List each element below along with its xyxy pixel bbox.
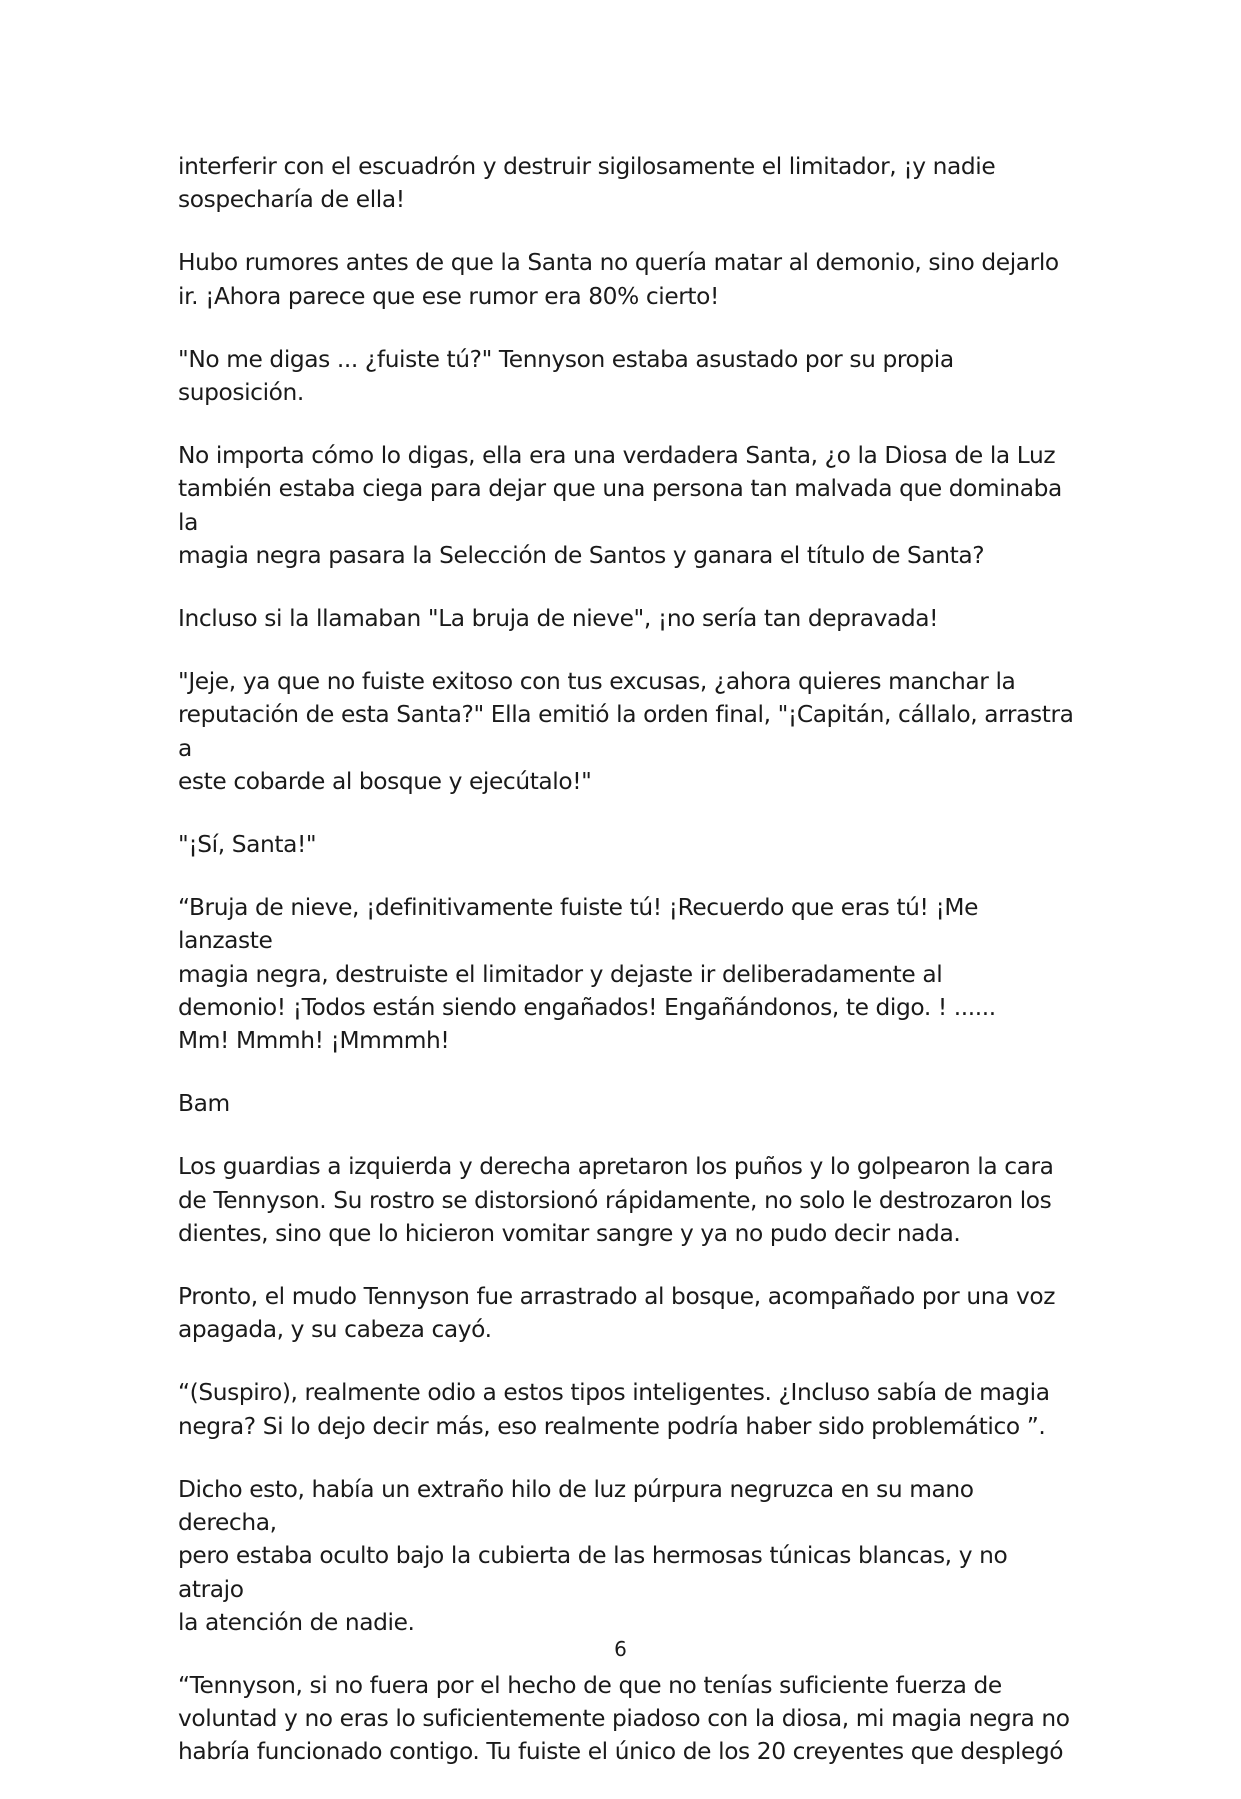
paragraph: Pronto, el mudo Tennyson fue arrastrado al bosque, acompañado por una voz apagada, y su cabeza cayó. [178,1283,1056,1344]
page-body [178,150,1078,1799]
paragraph: Incluso si la llamaban "La bruja de nieve", ¡no sería tan depravada! [178,605,939,633]
paragraph: "Jeje, ya que no fuiste exitoso con tus excusas, ¿ahora quieres manchar la reputación de esta Santa?" Ella emitió la orden final, "¡Capitán, cállalo, arrastra a este cobarde al bosque y ejecútalo!" [178,668,1074,795]
paragraph: Dicho esto, había un extraño hilo de luz púrpura negruzca en su mano derecha, pero estaba oculto bajo la cubierta de las hermosas túnicas blancas, y no atrajo la atención de nadie. [178,1475,1008,1636]
paragraph: interferir con el escuadrón y destruir sigilosamente el limitador, ¡y nadie sospecharía de ella! [178,153,996,214]
paragraph: “Bruja de nieve, ¡definitivamente fuiste tú! ¡Recuerdo que eras tú! ¡Me lanzaste magia negra, destruiste el limitador y dejaste ir deliberadamente al demonio! ¡Todos están siendo engañados! Engañándonos, te digo. ! ...... Mm! Mmmh! ¡Mmmmh! [178,894,996,1055]
paragraph: Hubo rumores antes de que la Santa no quería matar al demonio, sino dejarlo ir. ¡Ahora parece que ese rumor era 80% cierto! [178,249,1059,310]
paragraph: “(Suspiro), realmente odio a estos tipos inteligentes. ¿Incluso sabía de magia negra? Si lo dejo decir más, eso realmente podría haber sido problemático ”. [178,1379,1050,1440]
paragraph: Bam [178,1090,230,1118]
page-number: 6 [614,1637,627,1661]
paragraph: "¡Sí, Santa!" [178,831,317,859]
paragraph: "No me digas ... ¿fuiste tú?" Tennyson estaba asustado por su propia suposición. [178,345,954,407]
paragraph: No importa cómo lo digas, ella era una verdadera Santa, ¿o la Diosa de la Luz también estaba ciega para dejar que una persona tan malvada que dominaba la magia negra pasara la Selección de Santos y ganara el título de Santa? [178,442,1062,569]
paragraph: “Tennyson, si no fuera por el hecho de que no tenías suficiente fuerza de voluntad y no eras lo suficientemente piadoso con la diosa, mi magia negra no habría funcionado contigo. Tu fuiste el único de los 20 creyentes que desplegó [178,1671,1070,1766]
paragraph: Los guardias a izquierda y derecha apretaron los puños y lo golpearon la cara de Tennyson. Su rostro se distorsionó rápidamente, no solo le destrozaron los dientes, sino que lo hicieron vomitar sangre y ya no pudo decir nada. [178,1153,1054,1247]
